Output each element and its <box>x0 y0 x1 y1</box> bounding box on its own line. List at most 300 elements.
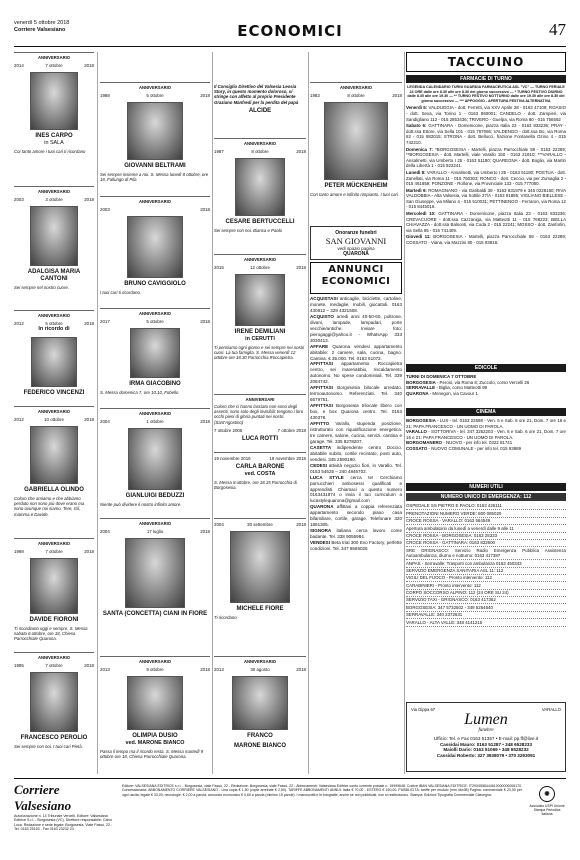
deceased-name: CARLA BARONE <box>235 464 285 470</box>
footer-masthead <box>14 782 118 832</box>
notice-label: ANNIVERSARIO <box>243 659 277 664</box>
ad-line: QUARONA <box>343 251 369 257</box>
lumen-contact-line: Cassidai Mauro: 0163 51287 • 348 6528233 <box>439 741 532 747</box>
useful-number: CORPO SOCCORSO ALPINO: 112 (24 ORE SU 24) <box>406 590 566 597</box>
date-end: 2018 <box>84 63 94 68</box>
notice-message: Sei sempre insieme a noi. S. Messa lunedì 8 ottobre, ore 18, Fallungo di Pila <box>100 172 209 183</box>
classified-ad <box>310 504 402 528</box>
date-end: 2018 <box>296 522 306 527</box>
portrait-photo <box>30 426 78 484</box>
lumen-contact-line: Maiolli Dario: 0163 51069 • 348 6528232 <box>443 747 529 753</box>
date-end: 19 novembre 2018 <box>269 456 306 461</box>
notice-label: ANNIVERSARIO <box>138 85 172 90</box>
date-day: 10 ottobre <box>44 417 64 422</box>
notice-dates <box>214 667 306 672</box>
cinema-item <box>406 418 566 429</box>
classified-text: Varallo, stupenda posizione, ristrutturato con riqualificazione energetica: tre camere, salone, cucina, servizi, cantina e garage. Tel. 335 8278207. <box>310 421 403 444</box>
classified-head: ACQUISTASI <box>310 296 340 301</box>
death-notice <box>14 310 94 402</box>
edicola-text: - Peroio, via Roma 8; Zuccolo, corso Vercelli 26 <box>436 379 530 385</box>
pharmacy-day-text: ROMAGNANO - via Garibaldi 38 - 0163 831979 e 346 0228160; RIVA VALDOBBIA - Alta Valsesia, via Sottile 27/A - 0163 91885; VIGLIANO BIELLESE - San Giuseppe, via Milano 4 - 015 510031; PETTINENGO - Ferraron, via Roma 12 - 015 8445016. <box>406 187 566 210</box>
notice-message: I tuoi cari ti ricordano. <box>100 290 142 295</box>
lumen-contacts <box>407 736 565 758</box>
notice-message: S. Messa 8 ottobre, ore 18.15 Parrocchia di Borgosesia. <box>214 479 297 490</box>
classifieds-title-1: ANNUNCI <box>328 264 384 275</box>
death-notice <box>14 186 94 306</box>
cinema-item <box>406 446 566 452</box>
notice-message: Ti ricordiamo oggi e sempre. S. Messa sabato 6 ottobre, ore 18, Chiesa Parrocchiale Quarona. <box>14 626 88 642</box>
portrait-photo <box>324 102 388 180</box>
useful-number: SERVIZIO EMERGENZA SANITARIA ASL 11: 112 <box>406 568 566 575</box>
classified-ad <box>310 528 402 540</box>
death-notice <box>214 254 306 390</box>
classified-text: appartamento Roccapietra centro, sei mareriabbio, riscaldamento autonomo. No spese condominiali. Tel. 339 2084742. <box>310 361 402 385</box>
classified-ad <box>310 445 402 463</box>
notice-dates <box>100 529 210 534</box>
edicole-items <box>406 380 566 397</box>
portrait-photo <box>128 428 182 490</box>
lumen-address-left: Via Gippa 67 <box>411 707 436 712</box>
date-start: 2004 <box>214 522 224 527</box>
classified-head: CASETTA <box>310 444 337 450</box>
footer-rule <box>14 778 566 779</box>
date-start: 2004 <box>100 529 110 534</box>
date-end: 2018 <box>296 667 306 672</box>
classified-head: ACQUISTO <box>310 313 337 319</box>
date-start: 2013 <box>100 667 110 672</box>
notice-label: ANNIVERSARIO <box>138 521 172 526</box>
notice-message: Sei sempre nel nostro cuore. <box>14 285 69 290</box>
date-end: 7 ottobre 2018 <box>277 427 306 433</box>
lumen-contact-line: Ufficio: Tel. e Fax 0163 51357 • E-mail: pp.ff@live.it <box>433 736 539 741</box>
classifieds-list <box>310 296 402 552</box>
portrait-photo <box>235 274 285 326</box>
useful-number: CROCE ROSSA - VARALLO: 0163 564549 <box>406 518 566 525</box>
section-title: ECONOMICI <box>237 22 343 40</box>
date-start: 1988 <box>100 93 110 98</box>
classified-head: AFFITTASI <box>310 403 336 409</box>
column-divider <box>212 52 213 774</box>
notice-dates <box>14 417 94 422</box>
portrait-photo <box>235 158 285 216</box>
date-end: 2018 <box>84 663 94 668</box>
deceased-name: GABRIELLA OLINDO <box>24 487 84 493</box>
death-notice <box>100 518 210 652</box>
date-end: 2018 <box>200 207 210 212</box>
useful-number: VIGILI DEL FUOCO - Pronto intervento: 112 <box>406 575 566 582</box>
classified-ad <box>310 463 402 475</box>
classifieds-title <box>310 262 402 294</box>
notice-dates <box>100 207 210 212</box>
classified-head: AFFARE <box>310 343 333 349</box>
notice-message: Coloro che ci hanno lasciato non sono degli assenti, sono solo degli invisibili: tengono i loro occhi pieni di gloria puntati nei nostri. (Sant'Agostino) <box>214 404 304 425</box>
classified-ad <box>310 403 402 421</box>
classified-ad <box>310 475 402 505</box>
portrait-photo <box>230 531 290 603</box>
date-day: 8 ottobre <box>251 149 269 154</box>
death-notice <box>310 82 402 222</box>
useful-number: SERVIZIO TAXI - GRIGNASCO: 0163 417362 <box>406 597 566 604</box>
notice-message: Il Consiglio Direttivo del Valsesia Leosia Story, in questo momento doloroso, si stringe con affetto al proprio Presidente Graziano Manfredi per la perdita del papà <box>214 84 299 105</box>
notice-dates <box>310 93 402 98</box>
portrait-photo <box>130 328 180 378</box>
deceased-name: DAVIDE FIORONI <box>29 617 79 623</box>
date-start: 19 novembre 2016 <box>214 456 251 461</box>
deceased-name: BRUNO CAVIGGIOLO <box>124 281 186 287</box>
pharmacy-day <box>406 105 566 122</box>
date-start: 1983 <box>310 93 320 98</box>
pharmacy-day <box>406 211 566 233</box>
date-end: 2018 <box>84 197 94 202</box>
deceased-name: ALCIDE <box>248 107 272 114</box>
deceased-name-2: in SALA <box>44 140 64 146</box>
pharmacy-day-label: Mercoledì 10: <box>406 211 439 217</box>
notice-dates <box>100 667 210 672</box>
edicola-place: QUARONA <box>406 390 430 396</box>
date-start: 1995 <box>14 663 24 668</box>
notice-label: ANNIVERSARIO <box>37 541 71 546</box>
lumen-logo: Lumen <box>464 711 508 728</box>
footer-registration: Autorizzazione n. 14 Tribunale Vercelli. Editore: Valsesiana Editrice S.r.l. - Borgosesia (VC). Direttore responsabile: Calvo Luca. Redazione e sede legale: Borgosesia, Viale Fassò, 22 - Tel. 0163 25153 - Fax 0163 23232 24 <box>14 814 113 832</box>
useful-number: VARALLO - ALTA VALLE: 348 4141215 <box>406 619 566 626</box>
useful-number: CROCE ROSSA - BORGOSESIA: 0163 25333 <box>406 533 566 540</box>
classified-text: Borgosesia bilocale arredato, termoautonomo. Referenziati. Tel. 340 6679751. <box>310 385 402 403</box>
date-end: 2018 <box>200 667 210 672</box>
pharmacy-day <box>406 123 566 145</box>
numeri-section-title: NUMERI UTILI <box>406 483 566 491</box>
date-day: 8 ottobre <box>347 93 365 98</box>
date-start: 7 ottobre 2005 <box>214 427 243 433</box>
date-end: 2018 <box>296 265 306 270</box>
date-day: 7 ottobre <box>45 549 63 554</box>
notice-dates <box>14 63 94 68</box>
pharmacy-day-text: GATTINARA - Domenicone, piazza Italia 23 - 0163 833236; CREVACUORE - dott.ssa Cazzaniga, via Matteotti 11 - 015 768223; BIELLA CHIAVAZZA - dott.ssa Balsonti, via Coda 2 - 015 22241; MOSSO - dott. Zanforlin, via Sella 65 - 015 741409. <box>406 211 566 233</box>
portrait-photo <box>125 538 185 608</box>
classified-text: Borgosesia trilocale libero con box, e box Quarona centro. Tel. 0163 430378. <box>310 403 402 421</box>
taccuino-title: TACCUINO <box>406 52 566 72</box>
pharmacy-day <box>406 234 566 245</box>
pharmacy-day-label: Lunedì 8: <box>406 169 427 175</box>
deceased-name: OLIMPIA DUSIO <box>132 733 178 739</box>
deceased-name: ADALGISA MARIA CANTONI <box>27 269 81 282</box>
notice-dates <box>14 663 94 668</box>
death-notice <box>100 196 210 304</box>
notice-label: ANNIVERSARIO <box>138 199 172 204</box>
portrait-photo <box>127 102 183 160</box>
notice-message: Passa il tempo ma il ricordo resta. S. Messa martedì 9 ottobre ore 18, Chiesa Parrocchiale Quarona. <box>100 748 204 759</box>
page-header <box>14 20 566 44</box>
deceased-name: MICHELE FIORE <box>236 606 284 612</box>
date-end: 2018 <box>84 417 94 422</box>
classified-ad <box>310 361 402 385</box>
cinema-text: - LUX - tel. 0163 22698 - Ven. 5 e Sab. 6 ore 21, Dom. 7 ore 16 e 21: PAPA FRANCESCO - UN UOMO DI PAROLA. <box>406 418 567 429</box>
deceased-name: IRENE DEMILIANI <box>234 329 286 335</box>
date-start: 2012 <box>14 321 24 326</box>
pharmacy-day-label: Sabato 6: <box>406 123 429 129</box>
edicola-item <box>406 391 566 397</box>
classified-ad <box>310 314 402 344</box>
edicole-section-title: EDICOLE <box>406 364 566 372</box>
classified-text: anticaglie, biciclette, cartoline, monete, medaglie, mobili, giocattoli. 0163 430812 – 329 4321508. <box>310 296 402 313</box>
useful-number: SRE GRIGNASCO: Servizio Radio Emergenza Pubblica Assistenza Autoambulanza, diurno e notturno: 0163 417387 <box>406 547 566 559</box>
pharmacy-day-text: GATTINARA - Domenicone, piazza Italia 23 - 0163 833236; PRAY - dott.ssa Ettore, via Sella 101 - 015 767066; VALDENGO - dott.ssa Bo, via Roma 82 - 015 882015; STRONA - dott. Bellucci, frazione Fontanella Ozino 4 - 015 742210. <box>406 123 566 145</box>
notice-dates <box>100 93 210 98</box>
classified-head: LUCA STYLE <box>310 474 351 480</box>
footer-brand: Corriere Valsesiano <box>14 782 72 813</box>
date-start: 1998 <box>14 549 24 554</box>
death-notice <box>214 518 306 652</box>
portrait-photo <box>127 676 183 730</box>
classified-head: AFFITTO <box>310 421 336 427</box>
page-number: 47 <box>549 20 566 39</box>
death-notice <box>214 656 306 774</box>
date-day: 3 ottobre <box>45 197 63 202</box>
notice-message: Con tanto amore e infinito rimpianto. I tuoi cari. <box>310 192 400 197</box>
useful-numbers-list <box>406 503 566 627</box>
classified-head: QUARONA <box>310 504 337 510</box>
deceased-name: LUCA ROTTI <box>241 435 279 442</box>
cinema-text: - NUOVO - per info tel. 0322 81741 <box>443 440 513 446</box>
date-day: 7 ottobre <box>45 663 63 668</box>
cinema-place: BORGOMANERO <box>406 440 444 446</box>
deceased-name: FRANCO <box>247 733 273 739</box>
death-notice <box>214 452 306 512</box>
edicole-subtitle: TURNI DI DOMENICA 7 OTTOBRE <box>406 374 477 379</box>
portrait-photo <box>127 216 183 278</box>
death-notice <box>214 394 306 450</box>
cinema-item <box>406 429 566 440</box>
lumen-subtitle: funebre <box>478 728 494 733</box>
paper-name: Corriere Valsesiano <box>14 26 66 33</box>
date-end: 2018 <box>200 419 210 424</box>
classifieds-title-2: ECONOMICI <box>321 276 391 287</box>
notice-label: ANNIVERSARIO <box>243 141 277 146</box>
date-day: 5 ottobre <box>45 321 63 326</box>
deceased-name-2: ved. MARONE BIANCO <box>125 740 185 746</box>
pharmacy-legend: LEGENDA CALENDARIO TURNI GUARDIA FARMACEUTICA ASL "VC" — TURNO FERIALE 24 ORE dalle ore 8.30 alle ore 8.30 del giorno successivo — * TURNO FESTIVO DIURNO dalle 8.30 alle ore 19.30 — ** TURNO FESTIVO NOTTURNO dalle ore 19.30 alle ore 8.30 del giorno successivo — *** APPOGGIO - APERTURA FESTIVA ALTERNATIVA <box>407 85 565 103</box>
notice-label: ANNIVERSARIO <box>37 189 71 194</box>
death-notice <box>100 82 210 192</box>
column-divider <box>404 52 405 774</box>
pharmacy-day <box>406 188 566 210</box>
notice-label: ANNIVERSARIO <box>138 659 172 664</box>
useful-number: OSPEDALE SS PIETRO E PAOLO: 0163 426111 <box>406 503 566 510</box>
date-day: 1 ottobre <box>146 419 164 424</box>
uspi-badge <box>528 784 566 824</box>
notice-label: ANNIVERSARIO <box>243 257 277 262</box>
date-end: 2018 <box>296 149 306 154</box>
deceased-name-2: in CERUTTI <box>245 336 275 342</box>
classified-text: cerca te! Cerchiamo parrucchieri ambosessi qualificati e apprendisti. Chiamaci a questo numero 0163431874 o invia il tuo curriculum a lucastylequarona@gmail.com <box>310 474 403 504</box>
ad-brand: SAN GIOVANNI <box>325 236 387 246</box>
pharmacy-day-text: *BORGOSESIA - Martelli, piazza Parrocchiale 59 - 0163 22289; **BORGOSESIA - dott. Martelli, viale Varallo 150 - 0163 21910; ***VARALLO - Ansalmetti, via Umberto I 25 - 0163 51180; QUAREGNA - dott. Boglio, via Martiri della Libertà 1 - 015 922241. <box>406 146 567 169</box>
notice-intro: In ricordo di <box>38 326 70 332</box>
condolence-notice <box>214 82 306 126</box>
death-notice <box>100 656 210 774</box>
pharmacy-day-text: VARALLO - Ansalmetti, via Umberto I 25 - 0163 51180; POSTUA - dott. Zanellati, via Roma 11 - 015 760303; RONCO - dott. Ceccio, via per Zumaglia 2 - 015 461859; PONZONE - Rollone, via Provinciale 133 - 015 777080. <box>406 169 566 187</box>
notice-message: S. Messa domenica 7, ore 10.10, Fobello <box>100 390 179 395</box>
uspi-text: Associato USPI Unione Stampa Periodica Italiana <box>529 804 565 816</box>
date-start: 2015 <box>214 265 224 270</box>
date-day: 30 settembre <box>247 522 273 527</box>
useful-number: CROCE ROSSA - GATTINARA: 0163 832600 <box>406 540 566 547</box>
useful-number: CARABINIERI - Pronto intervento: 112 <box>406 582 566 589</box>
death-notice <box>14 538 94 648</box>
death-notice <box>14 52 94 182</box>
useful-number: ANPAS - Serravalle: Trasporti con ambulanza 0163 450343 <box>406 560 566 567</box>
death-notice <box>100 408 210 514</box>
deceased-name: FEDERICO VINCENZI <box>23 389 85 396</box>
portrait-photo <box>30 206 78 266</box>
date-end: 2018 <box>84 549 94 554</box>
portrait-photo <box>30 72 78 130</box>
classified-ad <box>310 385 402 403</box>
lumen-address-right: VARALLO <box>541 707 561 712</box>
notice-dates <box>100 419 210 424</box>
cinema-place: BORGOSESIA <box>406 418 437 423</box>
cinema-place: COSSATO <box>406 445 429 451</box>
notice-message: Coi tanto amore i tuoi cari ti ricordano <box>14 148 86 154</box>
date-end: 2018 <box>200 529 210 534</box>
edicola-text: - Biglia, corso Matteotti 99 <box>436 385 488 391</box>
ad-line: vedi spazio pagina <box>337 246 375 251</box>
cinema-text: - NUOVO COMUNALE - per info tel. 015 93889 <box>428 445 522 451</box>
deceased-name: SANTA (CONCETTA) CIANI IN FIORE <box>102 611 208 617</box>
notice-dates <box>214 265 306 270</box>
date-day: 9 ottobre <box>146 667 164 672</box>
date-end: 2018 <box>200 319 210 324</box>
portrait-photo <box>30 558 78 614</box>
classified-head: CEDESI <box>310 462 329 468</box>
pharmacy-days <box>406 105 566 245</box>
date-start: 1987 <box>214 149 224 154</box>
date-start: 2012 <box>14 417 24 422</box>
notice-label: ANNIVERSARIO <box>138 311 172 316</box>
deceased-name: INES CARPO <box>35 133 73 139</box>
notice-message: Ti pensiamo ogni giorno e sei sempre nei nostri cuori. La tua famiglia. S. Messa venerdì 12 ottobre ore 18.30 Parrocchia Roccapietra. <box>214 344 305 360</box>
classified-text: affittasi a coppia referenziata appartamento secondo piano casa bifamiliare, cortile, garage. Telefonare 320 1891305. <box>310 504 402 528</box>
classified-head: AFFITTASI <box>310 385 338 391</box>
cinema-list <box>406 418 566 452</box>
classified-text: Quarona vendesi appartamento abitabile: 2 camere, sala, cucina, bagno. Cantina. € 35.000. Tel. 0163 51072. <box>310 343 403 361</box>
deceased-name: GIANLUIGI BEDUZZI <box>125 493 185 499</box>
notice-label: ANNIVERSARIO <box>138 411 172 416</box>
classified-text: attività negozio fiori, in Varallo. Tel. 0163 54625 – 340 4846702. <box>310 462 402 474</box>
pharmacy-day-text: BORGOSESIA - Martelli, piazza Parrocchiale 59 - 0163 22289; COSSATO - Viana, via Mazzini 80 - 015 93818. <box>406 234 566 246</box>
date-day: 17 luglio <box>146 529 164 534</box>
portrait-photo <box>232 676 288 730</box>
notice-message: Sei sempre con noi. I tuoi cari Pietà. <box>14 744 83 749</box>
date-day: 5 ottobre <box>146 319 164 324</box>
death-notice <box>14 652 94 772</box>
deceased-name: GIOVANNI BELTRAMI <box>124 163 186 169</box>
date-start: 2003 <box>100 207 110 212</box>
date-end: 2018 <box>84 321 94 326</box>
deceased-name: IRMA GIACOBINO <box>129 381 181 387</box>
death-notice <box>214 138 306 250</box>
notice-dates <box>14 197 94 202</box>
pharmacy-day <box>406 170 566 187</box>
notice-label: ANNIVERSARIO <box>37 409 71 414</box>
classified-head: SIGNORA <box>310 528 337 534</box>
footer-colophon: Editore: VALSESIANA EDITRICE s.r.l. - Borgosesia, viale Fassò, 22 - Redazione: Borgosesia, viale Fassò, 22 - Abbonamenti: Valsesiana Editrice conto corrente postale n. 15999648. Codice IBAN VALSESIANA EDITRICE: IT29X0558444610000000006170. Concessionaria: ABBONAMENTO CORRIERE VALSESIANO - Una copia € 1,50 (copie arretrate € 2,50). TARIFFE ABBONAMENTI ANNUI: Italia € 70,00 - ESTERO € 150,00. PUBBLICITÀ: tariffe per modulo (mm 46x38) Pagina: commerciale € 20,00 per ogni uscita; legale € 33,00; necrologie: € 2,00 a parola; annuncio economico € 0,60 a parola (minimo 15 parole). I manoscritti e le fotografie, anche se non pubblicati, non si restituiscono. Stampa: Edizioni Tipografia Commerciale Cilavegna. <box>122 784 522 797</box>
header-rule <box>14 46 566 47</box>
useful-number: SERRAVALLE: 340 2372631 <box>406 612 566 619</box>
useful-number: BORGOSESIA: 347 5732502 - 349 5254640 <box>406 604 566 611</box>
lumen-contact-line: Cassidai Roberto: 327 3938079 • 370 3293091 <box>436 752 536 758</box>
ad-line: Onoranze funebri <box>335 230 377 236</box>
date-start: 2017 <box>100 319 110 324</box>
uspi-logo-icon: ◉ <box>539 786 555 802</box>
pharmacy-day-text: VALDUGGIA - dott. Ferretti, via XXV Aprile 28 - 0163 47109; ROASIO - dott. Seva, via Torino 1 - 0163 860001; CANDELO - dott. Zampieri, via Sandigliano 112 - 015 2853436; TRIVERO - Guelpa, via Roma 80 - 015 756592 <box>406 105 566 122</box>
death-notice <box>100 308 210 404</box>
pharmacy-day-label: Domenica 7: <box>406 146 436 152</box>
date-day: 12 ottobre <box>250 265 270 270</box>
edicola-place: BORGOSESIA <box>406 379 437 385</box>
date-start: 2004 <box>100 419 110 424</box>
classified-text: italiana cerca lavoro come badante. Tel. 338 9055984. <box>310 528 402 540</box>
notice-dates <box>214 428 306 433</box>
classified-head: VENDESI <box>310 540 332 546</box>
notice-message: Sei sempre con noi. Bianca e Paolo <box>214 228 283 233</box>
pharmacy-list <box>406 85 566 247</box>
date-end: 2018 <box>200 93 210 98</box>
notice-dates <box>214 456 306 461</box>
notice-label: ANNIVERSARIO <box>339 85 373 90</box>
cinema-place: VARALLO <box>406 429 429 435</box>
edicole-list <box>406 374 566 396</box>
classified-head: AFFITTASI <box>310 361 342 367</box>
cinema-section-title: CINEMA <box>406 408 566 416</box>
classified-ad <box>310 296 402 314</box>
notice-label: ANNIVERSARIO <box>37 313 71 318</box>
issue-date: venerdì 5 ottobre 2018 <box>14 20 70 26</box>
notice-label: ANNIVERSARI <box>245 397 275 402</box>
notice-message: Ti ricordano <box>214 615 237 620</box>
pharmacy-day-label: Martedì 9: <box>406 187 429 193</box>
deceased-name: CESARE BERTUCCELLI <box>225 219 295 225</box>
death-notice <box>14 406 94 534</box>
classified-ad <box>310 344 402 362</box>
deceased-name-2: ved. COSTA <box>244 471 276 477</box>
classified-text: indipendente centro Doccio. abitabile subito, cortile recintato, posti auto, vendesi. 345 2590190. <box>310 444 402 462</box>
pharmacy-day-label: Venerdì 5: <box>406 105 429 111</box>
pharmacy-day-label: Giovedì 11: <box>406 234 434 240</box>
notice-label: ANNIVERSARIO <box>37 655 71 660</box>
notice-dates <box>14 549 94 554</box>
pharmacy-day <box>406 147 566 169</box>
useful-number: PRENOTAZIONI NUMERO VERDE: 800 085020 <box>406 510 566 517</box>
date-day: 30 agosto <box>250 667 270 672</box>
date-day: 7 ottobre <box>45 63 63 68</box>
notice-message: Coloro che amiamo e che abbiamo perduto non sono più dove erano ma sono ovunque noi siamo. Tere, Gil, mamma e Davide. <box>14 496 85 517</box>
emergency-number: NUMERO UNICO DI EMERGENZA: 112 <box>406 493 566 501</box>
edicola-text: - Menegon, via Cavour 1 <box>429 390 478 396</box>
cinema-text: - SOTTORIVA - tel. 347 3252203 - Ven. 5 e Sab. 6 ore 21, Dom. 7 ore 16 e 21: PAPA FRANCESCO - UN UOMO DI PAROLA. <box>406 429 566 440</box>
date-start: 2013 <box>214 667 224 672</box>
classified-text: arredi anni 40-50-60, poltrone, divani, lampade, lampadari, porte vecchie/antiche. Inviare foto: pierogaggi@yahoo.it - WhatsApp 333 3030413. <box>310 313 402 343</box>
funeral-home-ad <box>310 226 402 260</box>
date-start: 2003 <box>14 197 24 202</box>
date-end: 2018 <box>392 93 402 98</box>
classified-ad <box>310 421 402 445</box>
deceased-name: PETER MÜCKENHEIM <box>324 183 388 189</box>
date-day: 5 ottobre <box>146 93 164 98</box>
useful-number: Apertura ambulatorio da lunedì a venerdì dalle 9 alle 11 <box>406 525 566 532</box>
column-divider <box>97 52 98 774</box>
classified-text: Beta trial 300 Evo Factory, perfette condizioni. Tel. 347 8565026 <box>310 540 402 552</box>
classified-ad <box>310 540 402 552</box>
